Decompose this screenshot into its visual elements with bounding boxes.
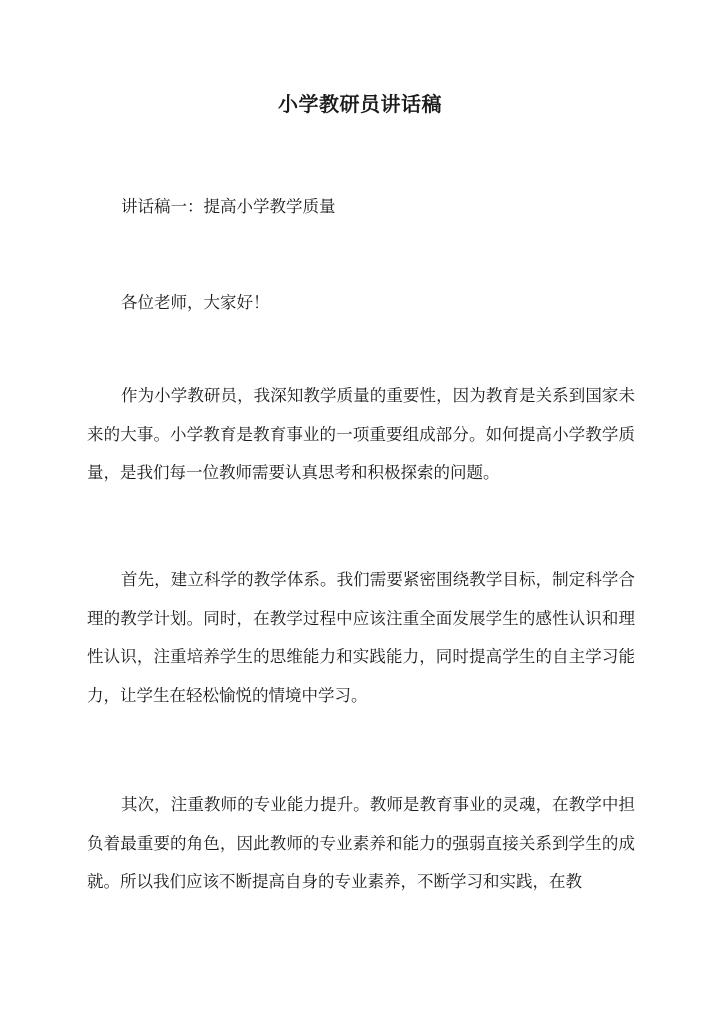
document-title: 小学教研员讲话稿 [278, 92, 442, 116]
paragraph-second-point: 其次，注重教师的专业能力提升。教师是教育事业的灵魂，在教学中担负着最重要的角色，因此教师的专业素养和能力的强弱直接关系到学生的成就。所以我们应该不断提高自身的专业素养，不断学习和实践，在教 [87, 795, 635, 891]
paragraph-first-point: 首先，建立科学的教学体系。我们需要紧密围绕教学目标，制定科学合理的教学计划。同时，在教学过程中应该注重全面发展学生的感性认识和理性认识，注重培养学生的思维能力和实践能力，同时提高学生的自主学习能力，让学生在轻松愉悦的情境中学习。 [87, 570, 635, 705]
paragraph-subtitle: 讲话稿一：提高小学教学质量 [121, 197, 336, 216]
paragraph-greeting: 各位老师，大家好！ [121, 293, 270, 312]
paragraph-intro: 作为小学教研员，我深知教学质量的重要性，因为教育是关系到国家未来的大事。小学教育是教育事业的一项重要组成部分。如何提高小学教学质量，是我们每一位教师需要认真思考和积极探索的问题。 [87, 386, 635, 482]
